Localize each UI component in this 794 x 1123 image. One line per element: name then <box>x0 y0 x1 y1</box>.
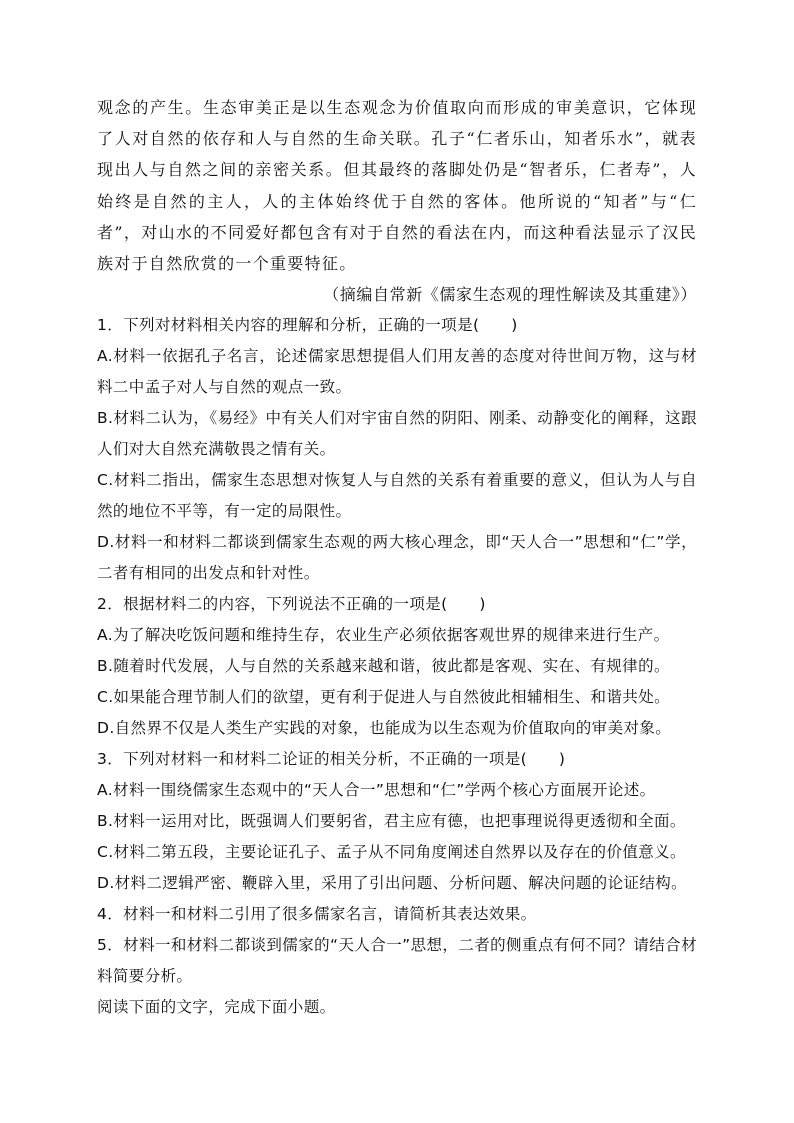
question-5-stem: 5．材料一和材料二都谈到儒家的“天人合一”思想，二者的侧重点有何不同？请结合材料简要分析。 <box>97 936 697 986</box>
question-2-stem: 2．根据材料二的内容，下列说法不正确的一项是( ) <box>97 595 486 614</box>
question-2-option-a: A.为了解决吃饭问题和维持生存，农业生产必须依据客观世界的规律来进行生产。 <box>97 626 670 645</box>
question-1-option-a: A.材料一依据孔子名言，论述儒家思想提倡人们用友善的态度对待世间万物，这与材料二中孟子对人与自然的观点一致。 <box>97 347 697 397</box>
question-list <box>97 310 697 1023</box>
question-1-option-b: B.材料二认为，《易经》中有关人们对宇宙自然的阴阳、刚柔、动静变化的阐释，这跟人们对大自然充满敬畏之情有关。 <box>97 409 697 459</box>
question-3-option-a: A.材料一围绕儒家生态观中的“天人合一”思想和“仁”学两个核心方面展开论述。 <box>97 781 656 800</box>
question-1-option-d: D.材料一和材料二都谈到儒家生态观的两大核心理念，即“天人合一”思想和“仁”学，二者有相同的出发点和针对性。 <box>97 533 697 583</box>
passage-paragraph: 观念的产生。生态审美正是以生态观念为价值取向而形成的审美意识，它体现了人对自然的依存和人与自然的生命关联。孔子“仁者乐山，知者乐水”，就表现出人与自然之间的亲密关系。但其最终的落脚处仍是“智者乐，仁者寿”，人始终是自然的主人，人的主体始终优于自然的客体。他所说的“知者”与“仁者”，对山水的不同爱好都包含有对于自然的看法在内，而这种看法显示了汉民族对于自然欣赏的一个重要特征。 <box>97 98 697 274</box>
question-1-option-c: C.材料二指出，儒家生态思想对恢复人与自然的关系有着重要的意义，但认为人与自然的地位不平等，有一定的局限性。 <box>97 471 697 521</box>
question-2-option-b: B.随着时代发展，人与自然的关系越来越和谐，彼此都是客观、实在、有规律的。 <box>97 657 670 676</box>
question-3-stem: 3．下列对材料一和材料二论证的相关分析，不正确的一项是( ) <box>97 750 566 769</box>
question-2-option-d: D.自然界不仅是人类生产实践的对象，也能成为以生态观为价值取向的审美对象。 <box>97 719 672 738</box>
page-content <box>97 92 697 1023</box>
question-2-option-c: C.如果能合理节制人们的欲望，更有利于促进人与自然彼此相辅相生、和谐共处。 <box>97 688 671 707</box>
reading-passage <box>97 92 697 310</box>
question-3-option-d: D.材料二逻辑严密、鞭辟入里，采用了引出问题、分析问题、解决问题的论证结构。 <box>97 874 688 893</box>
passage-source: （摘编自常新《儒家生态观的理性解读及其重建》） <box>323 285 697 305</box>
question-4-stem: 4．材料一和材料二引用了很多儒家名言，请简析其表达效果。 <box>97 905 537 924</box>
reading-instruction: 阅读下面的文字，完成下面小题。 <box>97 998 336 1017</box>
question-3-option-c: C.材料二第五段，主要论证孔子、孟子从不同角度阐述自然界以及存在的价值意义。 <box>97 843 686 862</box>
question-1-stem: 1．下列对材料相关内容的理解和分析，正确的一项是( ) <box>97 316 518 335</box>
question-3-option-b: B.材料一运用对比，既强调人们要躬省，君主应有德，也把事理说得更透彻和全面。 <box>97 812 686 831</box>
